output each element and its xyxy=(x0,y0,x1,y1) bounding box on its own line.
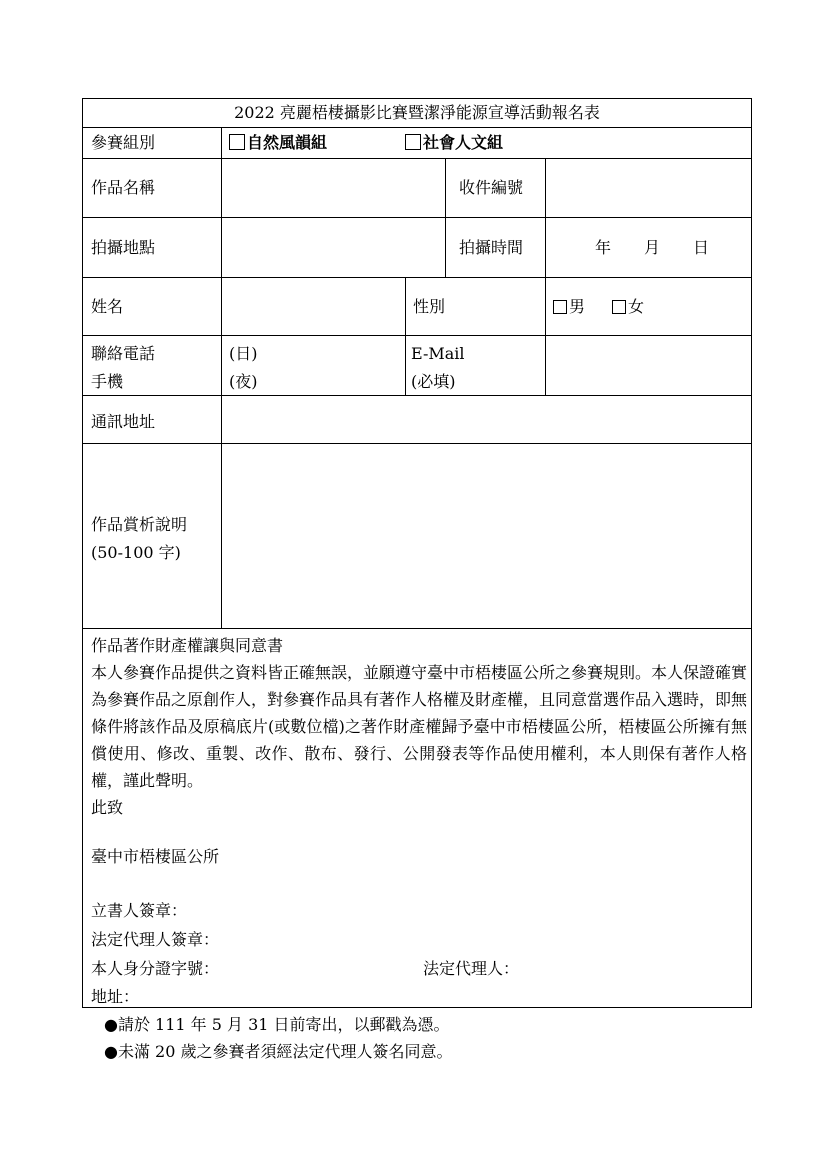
phone-label: 聯絡電話 xyxy=(91,344,156,363)
guardian-signature-label: 法定代理人簽章： xyxy=(91,930,220,949)
statement-heading: 作品著作財產權讓與同意書 xyxy=(91,636,284,655)
night-phone-label: (夜) xyxy=(229,372,258,391)
checkbox-icon[interactable] xyxy=(553,300,567,314)
row-divider xyxy=(83,277,751,278)
location-label: 拍攝地點 xyxy=(91,238,156,257)
statement-addressee: 臺中市梧棲區公所 xyxy=(91,847,220,866)
note-deadline: ●請於 111 年 5 月 31 日前寄出，以郵戳為憑。 xyxy=(104,1015,450,1034)
address-label: 通訊地址 xyxy=(91,412,156,431)
checkbox-icon[interactable] xyxy=(612,300,626,314)
column-divider xyxy=(221,127,222,628)
email-required-note: (必填) xyxy=(411,372,456,391)
category-option-label: 社會人文組 xyxy=(423,133,504,152)
registration-form xyxy=(82,98,752,1008)
form-title: 2022 亮麗梧棲攝影比賽暨潔淨能源宣導活動報名表 xyxy=(234,103,600,122)
category-option-society[interactable] xyxy=(405,133,503,153)
date-year-unit: 年 xyxy=(595,238,612,257)
address-field[interactable] xyxy=(223,396,749,442)
note-guardian-consent: ●未滿 20 歲之參賽者須經法定代理人簽名同意。 xyxy=(104,1042,453,1061)
date-month-unit: 月 xyxy=(644,238,661,257)
checkbox-icon[interactable] xyxy=(405,134,421,150)
description-label: 作品賞析說明 xyxy=(91,515,188,534)
column-divider xyxy=(545,158,546,395)
row-divider xyxy=(83,628,751,629)
row-divider xyxy=(83,335,751,336)
mobile-label: 手機 xyxy=(91,372,124,391)
name-label: 姓名 xyxy=(91,297,124,316)
column-divider xyxy=(445,158,446,277)
receipt-no-label: 收件編號 xyxy=(459,178,524,197)
work-name-field[interactable] xyxy=(223,159,444,217)
checkbox-icon[interactable] xyxy=(229,134,245,150)
guardian-label: 法定代理人： xyxy=(423,959,520,978)
gender-label: 性別 xyxy=(413,297,446,316)
day-phone-label: (日) xyxy=(229,344,258,363)
category-label: 參賽組別 xyxy=(91,133,156,152)
statement-address-label: 地址： xyxy=(91,987,140,1006)
description-field[interactable] xyxy=(223,444,749,627)
gender-option-label: 女 xyxy=(628,297,645,316)
id-number-label: 本人身分證字號： xyxy=(91,959,220,978)
work-name-label: 作品名稱 xyxy=(91,178,156,197)
time-label: 拍攝時間 xyxy=(459,238,524,257)
description-word-limit: (50-100 字) xyxy=(91,543,181,562)
email-label: E-Mail xyxy=(411,344,465,363)
column-divider xyxy=(405,277,406,395)
category-option-nature[interactable] xyxy=(229,133,327,153)
copyright-statement xyxy=(91,632,747,821)
gender-option-male[interactable] xyxy=(553,297,585,317)
statement-body: 本人參賽作品提供之資料皆正確無誤，並願遵守臺中市梧棲區公所之參賽規則。本人保證確實為參賽作品之原創作人，對參賽作品具有著作人格權及財產權，且同意當選作品入選時，即無條件將該作品及原稿底片(或數位檔)之著作財產權歸予臺中市梧棲區公所，梧棲區公所擁有無償使用、修改、重製、改作、散布、發行、公開發表等作品使用權利，本人則保有著作人格權，謹此聲明。 xyxy=(91,663,748,790)
location-field[interactable] xyxy=(223,218,444,276)
name-field[interactable] xyxy=(223,278,404,335)
gender-option-label: 男 xyxy=(569,297,586,316)
signer-label: 立書人簽章： xyxy=(91,901,188,920)
statement-closing: 此致 xyxy=(91,798,124,817)
row-divider xyxy=(83,127,751,128)
date-day-unit: 日 xyxy=(693,238,710,257)
category-option-label: 自然風韻組 xyxy=(247,133,328,152)
gender-option-female[interactable] xyxy=(612,297,644,317)
